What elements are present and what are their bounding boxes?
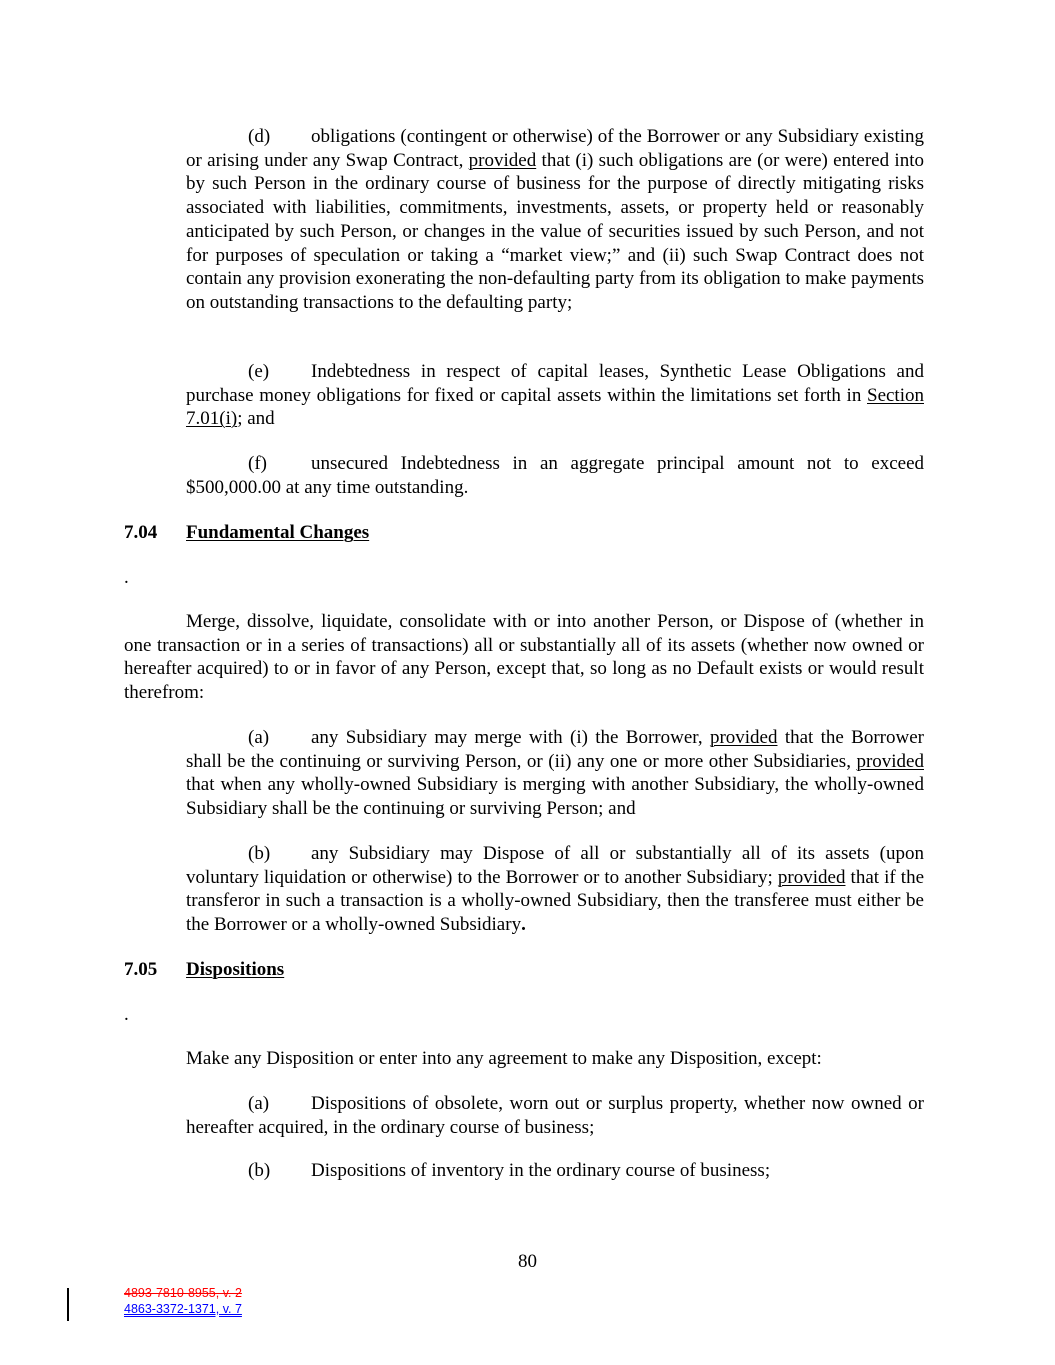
section-number: 7.05 (124, 959, 158, 980)
clause-text: any Subsidiary may Dispose of all or substantially all of its assets (upon voluntary liquidation or otherwise) to the Borrower or to another Subsidiary; (186, 843, 924, 888)
clause-text: Dispositions of obsolete, worn out or surplus property, whether now owned or hereafter acquired, in the ordinary course of business; (186, 1093, 924, 1138)
deleted-document-id: 4893-7810-8955, v. 2 (124, 1286, 242, 1300)
clause-text: Dispositions of inventory in the ordinary course of business; (311, 1160, 771, 1181)
section-number: 7.04 (124, 522, 158, 543)
section-7-05-intro: Make any Disposition or enter into any agreement to make any Disposition, except: (186, 1048, 822, 1069)
inserted-document-id: 4863-3372-1371, v. 7 (124, 1302, 242, 1316)
clause-label: (a) (248, 727, 270, 748)
clause-label: (b) (248, 1160, 271, 1181)
clause-text: that the Borrower shall be the continuing or surviving Person, or (ii) any one or more other Subsidiaries, (186, 727, 924, 772)
section-title: Fundamental Changes (186, 522, 370, 543)
clause-label: (d) (248, 126, 271, 147)
clause-text: that if the transferor in such a transaction is a wholly-owned Subsidiary, then the transferee must either be the Borrower or a wholly-owned Subsidiary (186, 866, 924, 936)
clause-label: (e) (248, 361, 270, 382)
clause-label: (b) (248, 843, 271, 864)
change-bar (67, 1288, 69, 1321)
clause-7-05-b (186, 1159, 924, 1183)
clause-text: ; and (237, 408, 275, 430)
clause-label: (f) (248, 453, 267, 474)
clause-7-03-d (186, 125, 924, 315)
section-dot: . (124, 567, 129, 588)
clause-7-03-e (186, 360, 924, 431)
clause-7-03-f (186, 452, 924, 499)
provided-term: provided (856, 750, 924, 772)
provided-term: provided (777, 866, 846, 888)
provided-term: provided (709, 727, 778, 748)
clause-text: Indebtedness in respect of capital leases, Synthetic Lease Obligations and purchase money obligations for fixed or capital assets within the limitations set forth in (186, 361, 924, 406)
bold-period: . (521, 914, 526, 936)
clause-7-04-b (186, 842, 924, 937)
section-reference: Section 7.01(i) (186, 384, 924, 430)
clause-7-04-a (186, 726, 924, 821)
section-7-04-intro: Merge, dissolve, liquidate, consolidate with or into another Person, or Dispose of (whether in one transaction or in a series of transactions) all or substantially all of its assets (whether now owned or hereafter acquired) to or in favor of any Person, except that, so long as no Default exists or would result therefrom: (124, 611, 924, 704)
clause-7-05-a (186, 1092, 924, 1139)
clause-text: that when any wholly-owned Subsidiary is merging with another Subsidiary, the wholly-owned Subsidiary shall be the continuing or surviving Person; and (186, 774, 924, 820)
clause-text: obligations (contingent or otherwise) of the Borrower or any Subsidiary existing or arising under any Swap Contract, (186, 126, 924, 171)
section-title: Dispositions (186, 959, 285, 980)
page-number: 80 (518, 1251, 537, 1272)
section-heading-7-05 (124, 958, 524, 982)
section-heading-7-04 (124, 521, 524, 545)
clause-text: any Subsidiary may merge with (i) the Borrower, (311, 727, 710, 748)
section-dot: . (124, 1004, 129, 1025)
provided-term: provided (468, 149, 537, 171)
clause-text: that (i) such obligations are (or were) entered into by such Person in the ordinary course of business for the purpose of directly mitigating risks associated with liabilities, commitments, investments, assets, or property held or reasonably anticipated by such Person, or changes in the value of securities issued by such Person, and not for purposes of speculation or taking a “market view;” and (ii) such Swap Contract does not contain any provision exonerating the non-defaulting party from its obligation to make payments on outstanding transactions to the defaulting party; (186, 149, 924, 313)
clause-label: (a) (248, 1093, 270, 1114)
clause-text: unsecured Indebtedness in an aggregate principal amount not to exceed $500,000.00 at any time outstanding. (186, 453, 924, 498)
